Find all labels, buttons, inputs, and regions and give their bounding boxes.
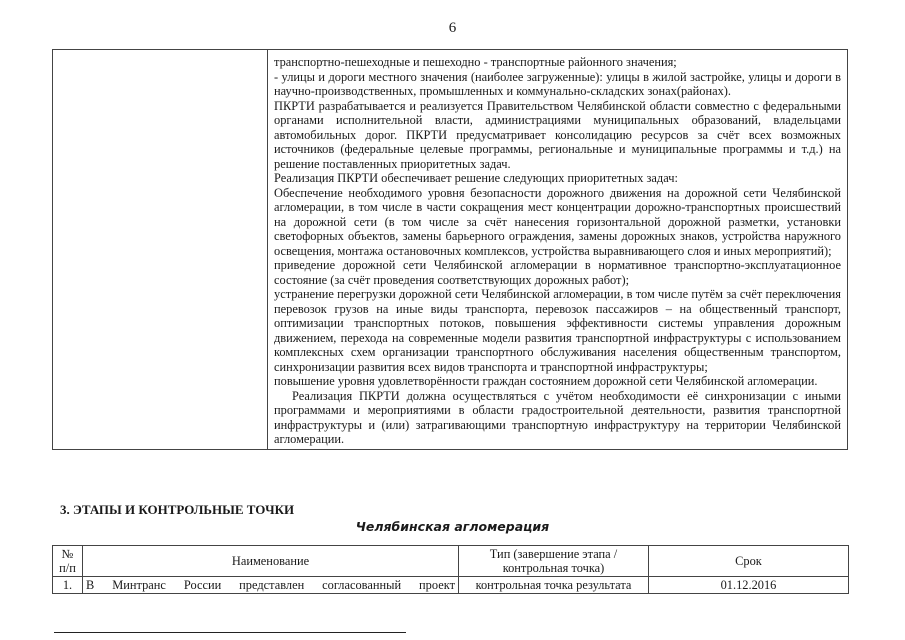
footnote-divider <box>54 632 406 633</box>
section-heading: 3. ЭТАПЫ И КОНТРОЛЬНЫЕ ТОЧКИ <box>60 502 295 517</box>
stages-table-header-row <box>53 546 849 577</box>
header-num: № п/п <box>53 546 83 577</box>
paragraph-local-roads: - улицы и дороги местного значения (наиболее загруженные): улицы в жилой застройке, улицы и дороги в научно-производственных, промышленных и коммунально-складских зонах(районах). <box>274 69 841 98</box>
row-num: 1. <box>53 577 83 594</box>
paragraph-synchronization: Реализация ПКРТИ должна осуществляться с учётом необходимости её синхронизации с иными программами и мероприятиями в области градостроительной деятельности, развития транспортной инфраструктуры и (или) затрагивающими транспортную инфраструктуру на территории Челябинской агломерации. <box>274 388 841 446</box>
header-type: Тип (завершение этапа / контрольная точка) <box>459 546 649 577</box>
stages-table <box>52 545 849 594</box>
paragraph-normative-state: приведение дорожной сети Челябинской агломерации в нормативное транспортно-эксплуатационное состояние (за счёт проведения соответствующих дорожных работ); <box>274 258 841 287</box>
paragraph-road-types: транспортно-пешеходные и пешеходно - транспортные районного значения; <box>274 55 677 69</box>
table-row <box>53 577 849 594</box>
row-deadline: 01.12.2016 <box>649 577 849 594</box>
page-number: 6 <box>448 20 457 36</box>
paragraph-priority-tasks-intro: Реализация ПКРТИ обеспечивает решение следующих приоритетных задач: <box>274 171 678 185</box>
content-cell <box>268 50 848 450</box>
paragraph-pkrti-development: ПКРТИ разрабатывается и реализуется Правительством Челябинской области совместно с федеральными органами исполнительной власти, администрациями муниципальных образований, владельцами автомобильных дорог. ПКРТИ предусматривает консолидацию ресурсов за счёт всех возможных источников (федеральные целевые программы, региональные и муниципальные программы и т.д.) на решение поставленных приоритетных задач. <box>274 98 841 171</box>
row-name: В Минтранс России представлен согласованный проект <box>83 577 459 594</box>
label-cell <box>53 50 268 450</box>
paragraph-road-safety: Обеспечение необходимого уровня безопасности дорожного движения на дорожной сети Челябинской агломерации, в том числе в части сокращения мест концентрации дорожно-транспортных происшествий на дорожной сети (в том числе за счёт нанесения горизонтальной дорожной разметки, установки светофорных объектов, замены барьерного ограждения, замены дорожных знаков, устройства наружного освещения, монтажа остановочных комплексов, устройства выравнивающего слоя и иных мероприятий); <box>274 185 841 258</box>
header-name: Наименование <box>83 546 459 577</box>
section-subheading: Челябинская агломерация <box>355 519 550 534</box>
header-deadline: Срок <box>649 546 849 577</box>
paragraph-satisfaction: повышение уровня удовлетворённости граждан состоянием дорожной сети Челябинской агломерации. <box>274 374 818 388</box>
row-type: контрольная точка результата <box>459 577 649 594</box>
paragraph-congestion: устранение перегрузки дорожной сети Челябинской агломерации, в том числе путём за счёт переключения перевозок грузов на иные виды транспорта, перевозок пассажиров – на общественный транспорт, оптимизации транспортных потоков, повышения эффективности системы управления дорожным движением, перехода на современные модели развития транспортной инфраструктуры с использованием комплексных схем организации транспортного обслуживания населения общественным транспортом, синхронизации развития всех видов транспорта и транспортной инфраструктуры; <box>274 287 841 374</box>
program-description-table <box>52 49 848 450</box>
